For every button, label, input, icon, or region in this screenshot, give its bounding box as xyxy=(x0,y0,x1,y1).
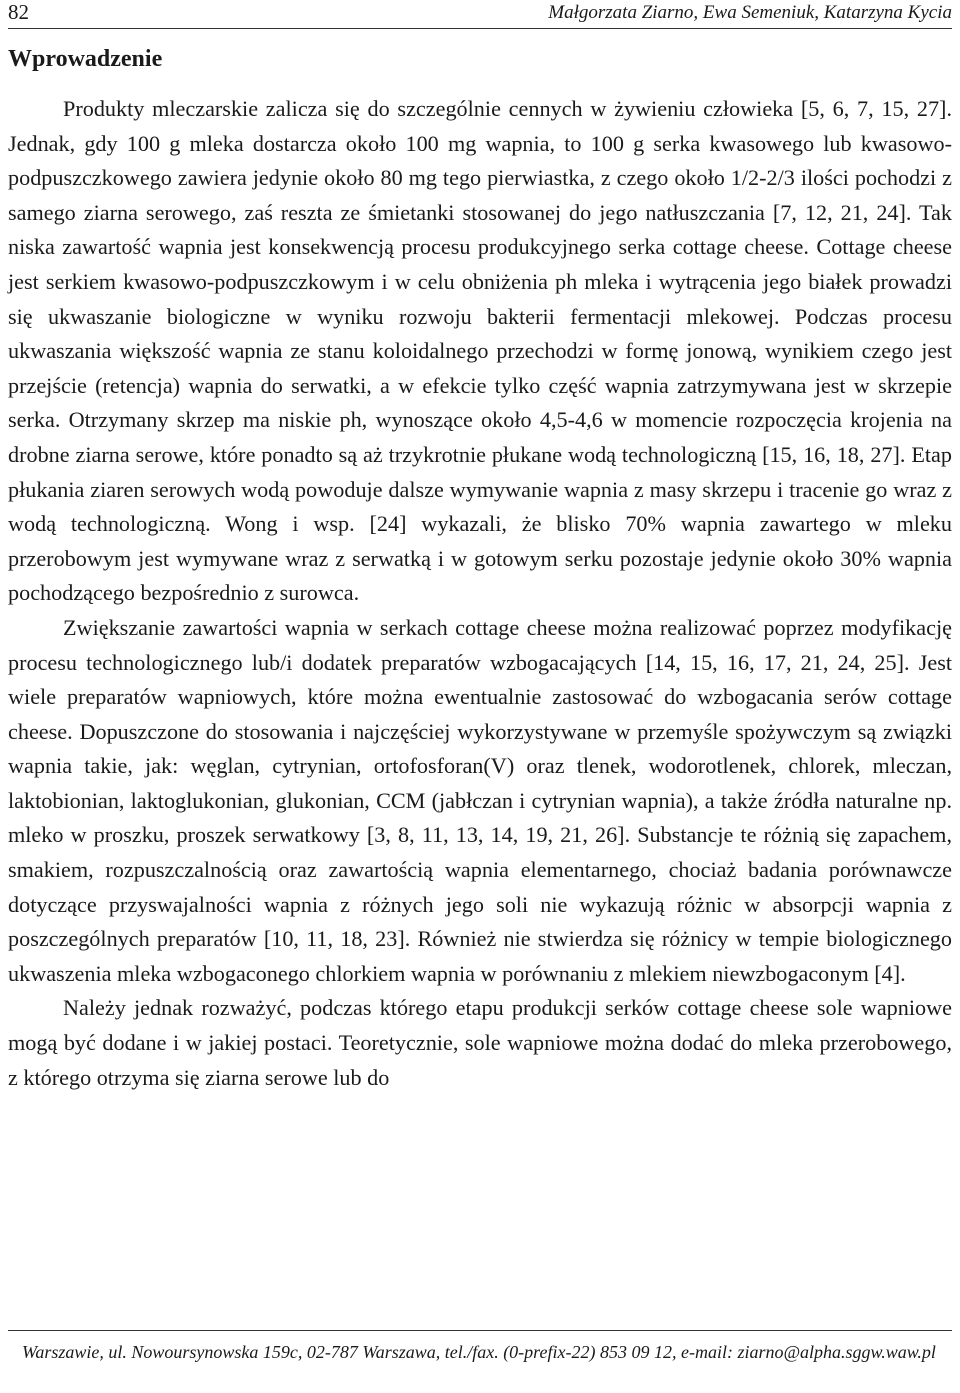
running-head-authors: Małgorzata Ziarno, Ewa Semeniuk, Katarzyna Kycia xyxy=(548,2,952,23)
page-number: 82 xyxy=(8,0,29,24)
body-text xyxy=(8,92,952,1095)
paragraph: Zwiększanie zawartości wapnia w serkach cottage cheese można realizować poprzez modyfikację procesu technologicznego lub/i dodatek preparatów wzbogacających [14, 15, 16, 17, 21, 24, 25]. Jest wiele preparatów wapniowych, które można ewentualnie zastosować do wzbogacania serów cottage cheese. Dopuszczone do stosowania i najczęściej wykorzystywane w przemyśle spożywczym są związki wapnia takie, jak: węglan, cytrynian, ortofosforan(V) oraz tlenek, wodorotlenek, chlorek, mleczan, laktobionian, laktoglukonian, glukonian, CCM (jabłczan i cytrynian wapnia), a także źródła naturalne np. mleko w proszku, proszek serwatkowy [3, 8, 11, 13, 14, 19, 21, 26]. Substancje te różnią się zapachem, smakiem, rozpuszczalnością oraz zawartością wapnia elementarnego, chociaż badania porównawcze dotyczące przyswajalności wapnia z różnych jego soli nie wykazują różnic w absorpcji wapnia z poszczególnych preparatów [10, 11, 18, 23]. Również nie stwierdza się różnicy w tempie biologicznego ukwaszenia mleka wzbogaconego chlorkiem wapnia w porównaniu z mlekiem niewzbogaconym [4]. xyxy=(8,614,952,986)
paragraph: Produkty mleczarskie zalicza się do szczególnie cennych w żywieniu człowieka [5, 6, 7, 15, 27]. Jednak, gdy 100 g mleka dostarcza około 100 mg wapnia, to 100 g serka kwasowego lub kwasowo-podpuszczkowego zawiera jedynie około 80 mg tego pierwiastka, z czego około 1/2-2/3 ilości pochodzi z samego ziarna serowego, zaś reszta ze śmietanki stosowanej do jego natłuszczania [7, 12, 21, 24]. Tak niska zawartość wapnia jest konsekwencją procesu produkcyjnego serka cottage cheese. Cottage cheese jest serkiem kwasowo-podpuszczkowym i w celu obniżenia ph mleka i wytrącenia jego białek prowadzi się ukwaszanie biologiczne w wyniku rozwoju bakterii fermentacji mlekowej. Podczas procesu ukwaszania większość wapnia ze stanu koloidalnego przechodzi w formę jonową, wynikiem czego jest przejście (retencja) wapnia do serwatki, a w efekcie tylko część wapnia zatrzymywana jest w skrzepie serka. Otrzymany skrzep ma niskie ph, wynoszące około 4,5-4,6 w momencie rozpoczęcia krojenia na drobne ziarna serowe, które ponadto są aż trzykrotnie płukane wodą technologiczną [15, 16, 18, 27]. Etap płukania ziaren serowych wodą powoduje dalsze wymywanie wapnia z masy skrzepu i tracenie go wraz z wodą technologiczną. Wong i wsp. [24] wykazali, że blisko 70% wapnia zawartego w mleku przerobowym jest wymywane wraz z serwatką i w gotowym serku pozostaje jedynie około 30% wapnia pochodzącego bezpośrednio z surowca. xyxy=(8,96,952,606)
page-header xyxy=(8,0,952,29)
footnote-divider xyxy=(8,1330,952,1331)
paragraph: Należy jednak rozważyć, podczas którego etapu produkcji serków cottage cheese sole wapniowe mogą być dodane i w jakiej postaci. Teoretycznie, sole wapniowe można dodać do mleka przerobowego, z którego otrzyma się ziarna serowe lub do xyxy=(8,995,952,1090)
footnote-address: Warszawie, ul. Nowoursynowska 159c, 02-787 Warszawa, tel./fax. (0-prefix-22) 853 09 12, e-mail: ziarno@alpha.sggw.waw.pl xyxy=(22,1342,936,1362)
section-title: Wprowadzenie xyxy=(8,46,163,72)
